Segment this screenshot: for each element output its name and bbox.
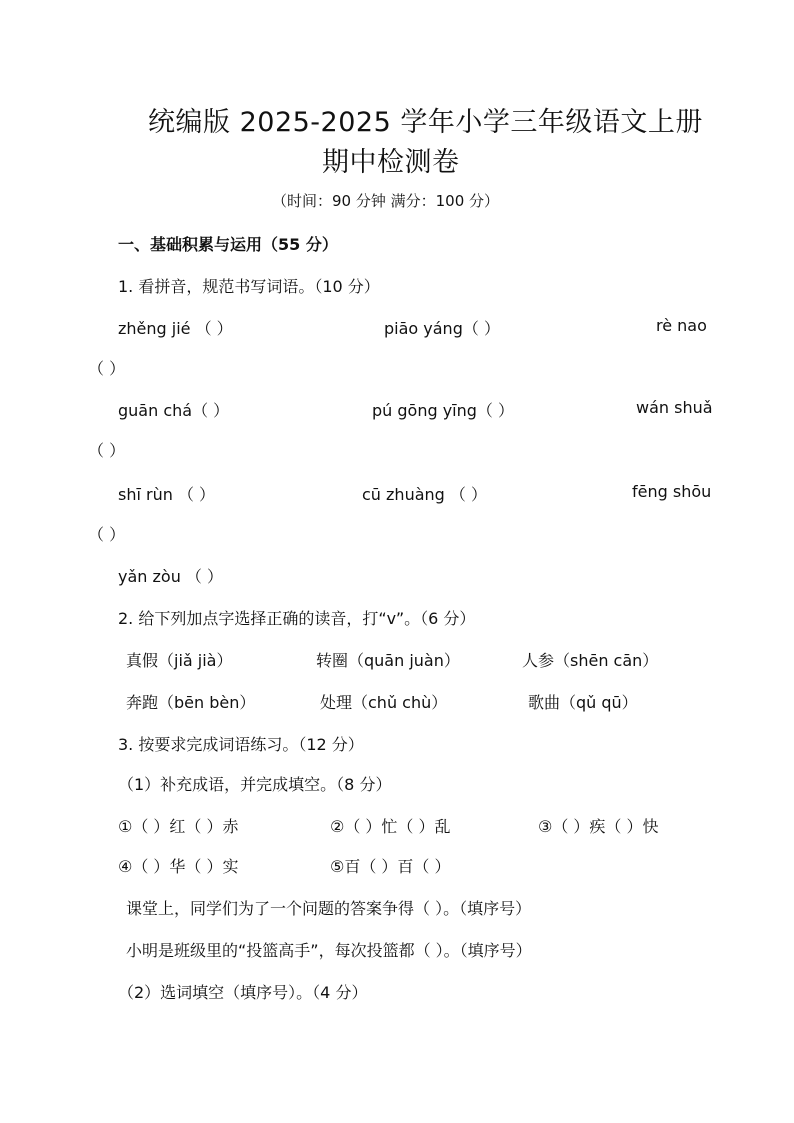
exam-time-score: （时间：90 分钟 满分：100 分） <box>272 192 500 210</box>
pinyin-item: shī rùn （ ） <box>118 485 216 504</box>
pinyin-item: piāo yáng（ ） <box>384 319 500 338</box>
exam-title-line1: 统编版 2025-2025 学年小学三年级语文上册 <box>148 107 703 138</box>
pinyin-item: yǎn zòu （ ） <box>118 567 224 586</box>
idiom-item: ④（ ）华（ ）实 <box>118 857 239 876</box>
section-heading: 一、基础积累与运用（55 分） <box>118 235 338 254</box>
reading-option: 处理（chǔ chù） <box>320 693 448 712</box>
pinyin-item: zhěng jié （ ） <box>118 319 233 338</box>
pinyin-item: guān chá（ ） <box>118 401 230 420</box>
idiom-item: ②（ ）忙（ ）乱 <box>330 817 451 836</box>
reading-option: 转圈（quān juàn） <box>316 651 460 670</box>
answer-blank: （ ） <box>88 525 126 544</box>
reading-option: 奔跑（bēn bèn） <box>126 693 256 712</box>
answer-blank: （ ） <box>88 441 126 460</box>
idiom-item: ①（ ）红（ ）赤 <box>118 817 239 836</box>
question-3-sub1: （1）补充成语，并完成填空。（8 分） <box>118 775 392 794</box>
pinyin-item: pú gōng yīng（ ） <box>372 401 515 420</box>
exam-title-line2: 期中检测卷 <box>322 147 460 178</box>
reading-option: 人参（shēn cān） <box>522 651 659 670</box>
question-3-prompt: 3. 按要求完成词语练习。（12 分） <box>118 735 364 754</box>
question-3-sub2: （2）选词填空（填序号）。（4 分） <box>118 983 368 1002</box>
fill-sentence: 小明是班级里的“投篮高手”，每次投篮都（ ）。（填序号） <box>126 941 532 960</box>
answer-blank: （ ） <box>88 359 126 378</box>
fill-sentence: 课堂上，同学们为了一个问题的答案争得（ ）。（填序号） <box>126 899 532 918</box>
pinyin-item: rè nao <box>656 316 707 335</box>
idiom-item: ③（ ）疾（ ）快 <box>538 817 659 836</box>
reading-option: 歌曲（qǔ qū） <box>528 693 638 712</box>
pinyin-item: wán shuǎ <box>636 398 713 417</box>
question-1-prompt: 1. 看拼音，规范书写词语。（10 分） <box>118 277 380 296</box>
reading-option: 真假（jiǎ jià） <box>126 651 233 670</box>
question-2-prompt: 2. 给下列加点字选择正确的读音，打“v”。（6 分） <box>118 609 476 628</box>
pinyin-item: fēng shōu <box>632 482 712 501</box>
pinyin-item: cū zhuàng （ ） <box>362 485 487 504</box>
idiom-item: ⑤百（ ）百（ ） <box>330 857 451 876</box>
